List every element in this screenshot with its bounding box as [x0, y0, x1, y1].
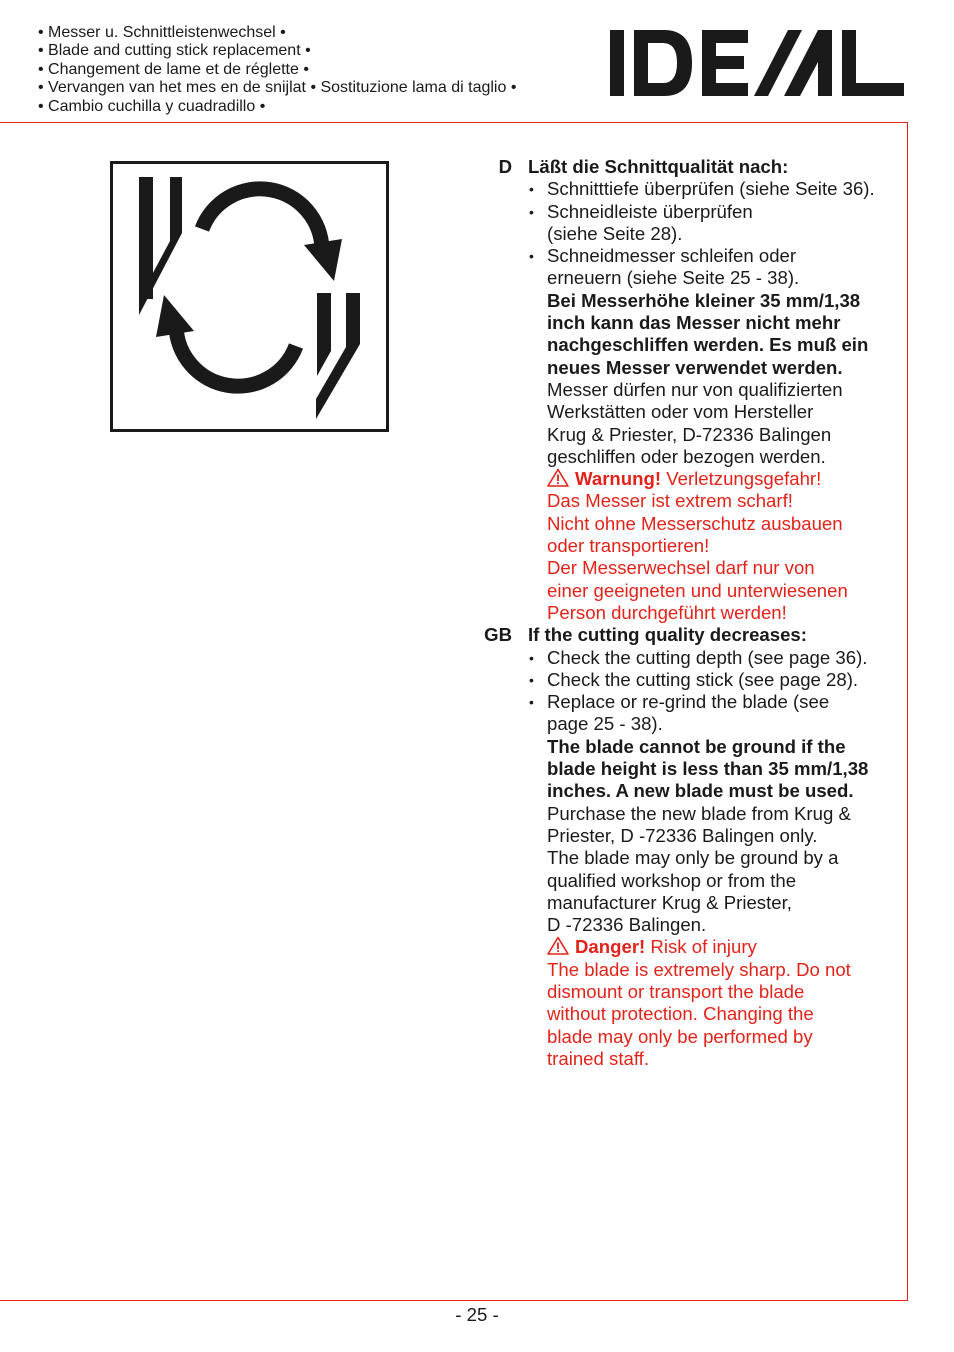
header-line-de: • Messer u. Schnittleistenwechsel •	[38, 24, 286, 41]
warning-text: Verletzungsgefahr!	[661, 468, 822, 490]
note-line: Priester, D -72336 Balingen only.	[547, 824, 818, 846]
section-gb	[478, 624, 908, 1070]
bullet-continuation: page 25 - 38).	[547, 713, 663, 735]
note-line: D -72336 Balingen.	[547, 914, 707, 936]
bold-note-line: Bei Messerhöhe kleiner 35 mm/1,38	[547, 289, 861, 311]
bullet-item: • Schnitttiefe überprüfen (siehe Seite 36).	[547, 178, 908, 200]
bullet-item: • Schneidmesser schleifen oder	[547, 245, 908, 267]
bold-note-line: inches. A new blade must be used.	[547, 780, 854, 802]
section-title: Läßt die Schnittqualität nach:	[528, 156, 789, 177]
note-line: geschliffen oder bezogen werden.	[547, 445, 826, 467]
header-line-nl-it: • Vervangen van het mes en de snijlat • Sostituzione lama di taglio •	[38, 79, 517, 97]
bold-note-line: nachgeschliffen werden. Es muß ein	[547, 334, 869, 356]
frame-bottom-rule	[0, 1300, 908, 1301]
bullet-continuation: erneuern (siehe Seite 25 - 38).	[547, 267, 800, 289]
warning-triangle-icon	[547, 468, 569, 487]
warning-line: dismount or transport the blade	[547, 980, 805, 1002]
bullet-item: • Replace or re-grind the blade (see	[547, 691, 908, 713]
warning-line: Nicht ohne Messerschutz ausbauen	[547, 512, 843, 534]
frame-top-rule	[0, 122, 908, 123]
warning-line: Person durchgeführt werden!	[547, 601, 787, 623]
header-line-fr: • Changement de lame et de réglette •	[38, 60, 309, 78]
note-line: Krug & Priester, D-72336 Balingen	[547, 423, 832, 445]
section-code: GB	[484, 624, 512, 646]
bullet-continuation: (siehe Seite 28).	[547, 222, 683, 244]
warning-heading	[547, 468, 908, 490]
warning-heading	[547, 936, 908, 958]
warning-label: Warnung!	[575, 468, 662, 490]
note-line: qualified workshop or from the	[547, 869, 797, 891]
bold-note-line: neues Messer verwendet werden.	[547, 356, 843, 378]
bullet-item: • Check the cutting stick (see page 28).	[547, 669, 908, 691]
warning-text: Risk of injury	[645, 936, 757, 958]
instructions	[478, 156, 908, 1070]
bold-note-line: The blade cannot be ground if the	[547, 735, 846, 757]
warning-line: Das Messer ist extrem scharf!	[547, 490, 793, 512]
bullet-item: • Check the cutting depth (see page 36).	[547, 647, 908, 669]
note-line: The blade may only be ground by a	[547, 847, 839, 869]
warning-line: trained staff.	[547, 1047, 649, 1069]
warning-line: without protection. Changing the	[547, 1003, 814, 1025]
ideal-logo	[608, 28, 908, 98]
section-code: D	[498, 156, 512, 177]
page-header	[38, 24, 618, 116]
note-line: manufacturer Krug & Priester,	[547, 891, 792, 913]
note-line: Werkstätten oder vom Hersteller	[547, 401, 814, 423]
warning-line: oder transportieren!	[547, 535, 710, 557]
blade-exchange-icon	[110, 161, 389, 432]
note-line: Purchase the new blade from Krug &	[547, 802, 851, 824]
warning-line: The blade is extremely sharp. Do not	[547, 958, 851, 980]
warning-line: blade may only be performed by	[547, 1025, 813, 1047]
warning-triangle-icon	[547, 936, 569, 955]
section-de	[478, 156, 908, 624]
section-title: If the cutting quality decreases:	[528, 624, 807, 646]
warning-line: Der Messerwechsel darf nur von	[547, 557, 815, 579]
header-line-es: • Cambio cuchilla y cuadradillo •	[38, 97, 266, 115]
bold-note-line: inch kann das Messer nicht mehr	[547, 312, 841, 334]
bold-note-line: blade height is less than 35 mm/1,38	[547, 758, 869, 780]
header-line-gb: • Blade and cutting stick replacement •	[38, 42, 311, 60]
warning-label: Danger!	[575, 936, 646, 958]
warning-line: einer geeigneten und unterwiesenen	[547, 579, 848, 601]
bullet-item: • Schneidleiste überprüfen	[547, 201, 908, 223]
note-line: Messer dürfen nur von qualifizierten	[547, 378, 843, 400]
page-number: - 25 -	[455, 1304, 499, 1325]
